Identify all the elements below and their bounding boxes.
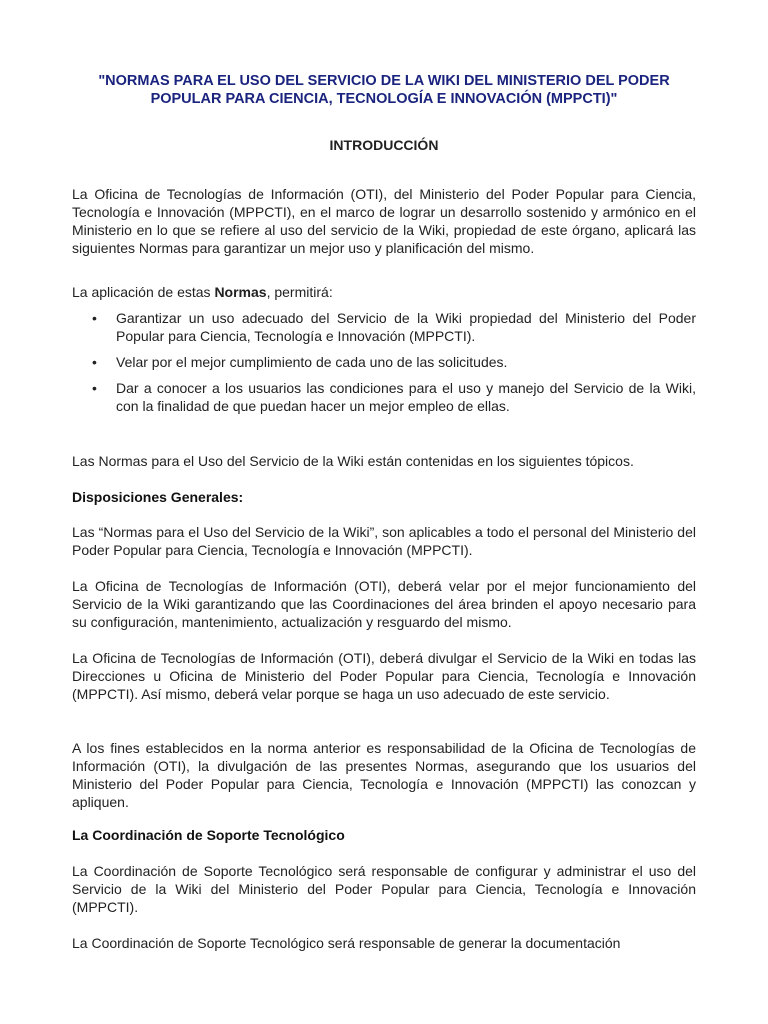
norms-bold-word: Normas bbox=[214, 284, 267, 300]
oti-responsibility-paragraph: A los fines establecidos en la norma anterior es responsabilidad de la Oficina de Tecnologías de Información (OTI), la divulgación de las presentes Normas, asegurando que los usuarios del Ministerio del Poder Popular para Ciencia, Tecnología e Innovación (MPPCTI) las conozcan y apliquen. bbox=[72, 740, 696, 810]
objectives-list bbox=[72, 309, 696, 423]
norms-application-paragraph bbox=[72, 283, 696, 301]
list-item-text: Velar por el mejor cumplimiento de cada uno de las solicitudes. bbox=[116, 354, 508, 370]
norms-application-suffix: , permitirá: bbox=[266, 284, 333, 300]
general-provisions-heading: Disposiciones Generales: bbox=[72, 489, 244, 505]
list-item bbox=[72, 353, 696, 371]
norms-application-prefix: La aplicación de estas bbox=[72, 284, 215, 300]
bullet-icon: • bbox=[92, 380, 97, 396]
intro-paragraph: La Oficina de Tecnologías de Información (OTI), del Ministerio del Poder Popular para Ciencia, Tecnología e Innovación (MPPCTI), en el marco de lograr un desarrollo sostenido y armónico en el Ministerio en lo que se refiere al uso del servicio de la Wiki, propiedad de este órgano, aplicará las siguientes Normas para garantizar un mejor uso y planificación del mismo. bbox=[72, 186, 696, 256]
scope-paragraph: Las “Normas para el Uso del Servicio de la Wiki”, son aplicables a todo el personal del Ministerio del Poder Popular para Ciencia, Tecnología e Innovación (MPPCTI). bbox=[72, 524, 696, 558]
bullet-icon: • bbox=[92, 310, 97, 326]
list-item bbox=[72, 309, 696, 345]
support-configure-paragraph: La Coordinación de Soporte Tecnológico será responsable de configurar y administrar el uso del Servicio de la Wiki del Ministerio del Poder Popular para Ciencia, Tecnología e Innovación (MPPCTI). bbox=[72, 863, 696, 915]
bullet-icon: • bbox=[92, 354, 97, 370]
list-item-text: Dar a conocer a los usuarios las condiciones para el uso y manejo del Servicio de la Wiki, con la finalidad de que puedan hacer un mejor empleo de ellas. bbox=[116, 380, 696, 414]
document-title: "NORMAS PARA EL USO DEL SERVICIO DE LA WIKI DEL MINISTERIO DEL PODER POPULAR PARA CIENCIA, TECNOLOGÍA E INNOVACIÓN (MPPCTI)" bbox=[98, 73, 670, 107]
introduction-heading: INTRODUCCIÓN bbox=[329, 137, 439, 153]
list-item-text: Garantizar un uso adecuado del Servicio de la Wiki propiedad del Ministerio del Poder Popular para Ciencia, Tecnología e Innovación (MPPCTI). bbox=[116, 310, 696, 344]
topics-paragraph: Las Normas para el Uso del Servicio de la Wiki están contenidas en los siguientes tópicos. bbox=[72, 453, 634, 469]
oti-dissemination-paragraph: La Oficina de Tecnologías de Información (OTI), deberá divulgar el Servicio de la Wiki en todas las Direcciones u Oficina de Ministerio del Poder Popular para Ciencia, Tecnología e Innovación (MPPCTI). Así mismo, deberá velar porque se haga un uso adecuado de este servicio. bbox=[72, 650, 696, 702]
support-coordination-heading: La Coordinación de Soporte Tecnológico bbox=[72, 827, 345, 843]
list-item bbox=[72, 379, 696, 415]
oti-function-paragraph: La Oficina de Tecnologías de Información (OTI), deberá velar por el mejor funcionamiento del Servicio de la Wiki garantizando que las Coordinaciones del área brinden el apoyo necesario para su configuración, mantenimiento, actualización y resguardo del mismo. bbox=[72, 578, 696, 630]
support-documentation-paragraph: La Coordinación de Soporte Tecnológico será responsable de generar la documentación bbox=[72, 935, 621, 951]
